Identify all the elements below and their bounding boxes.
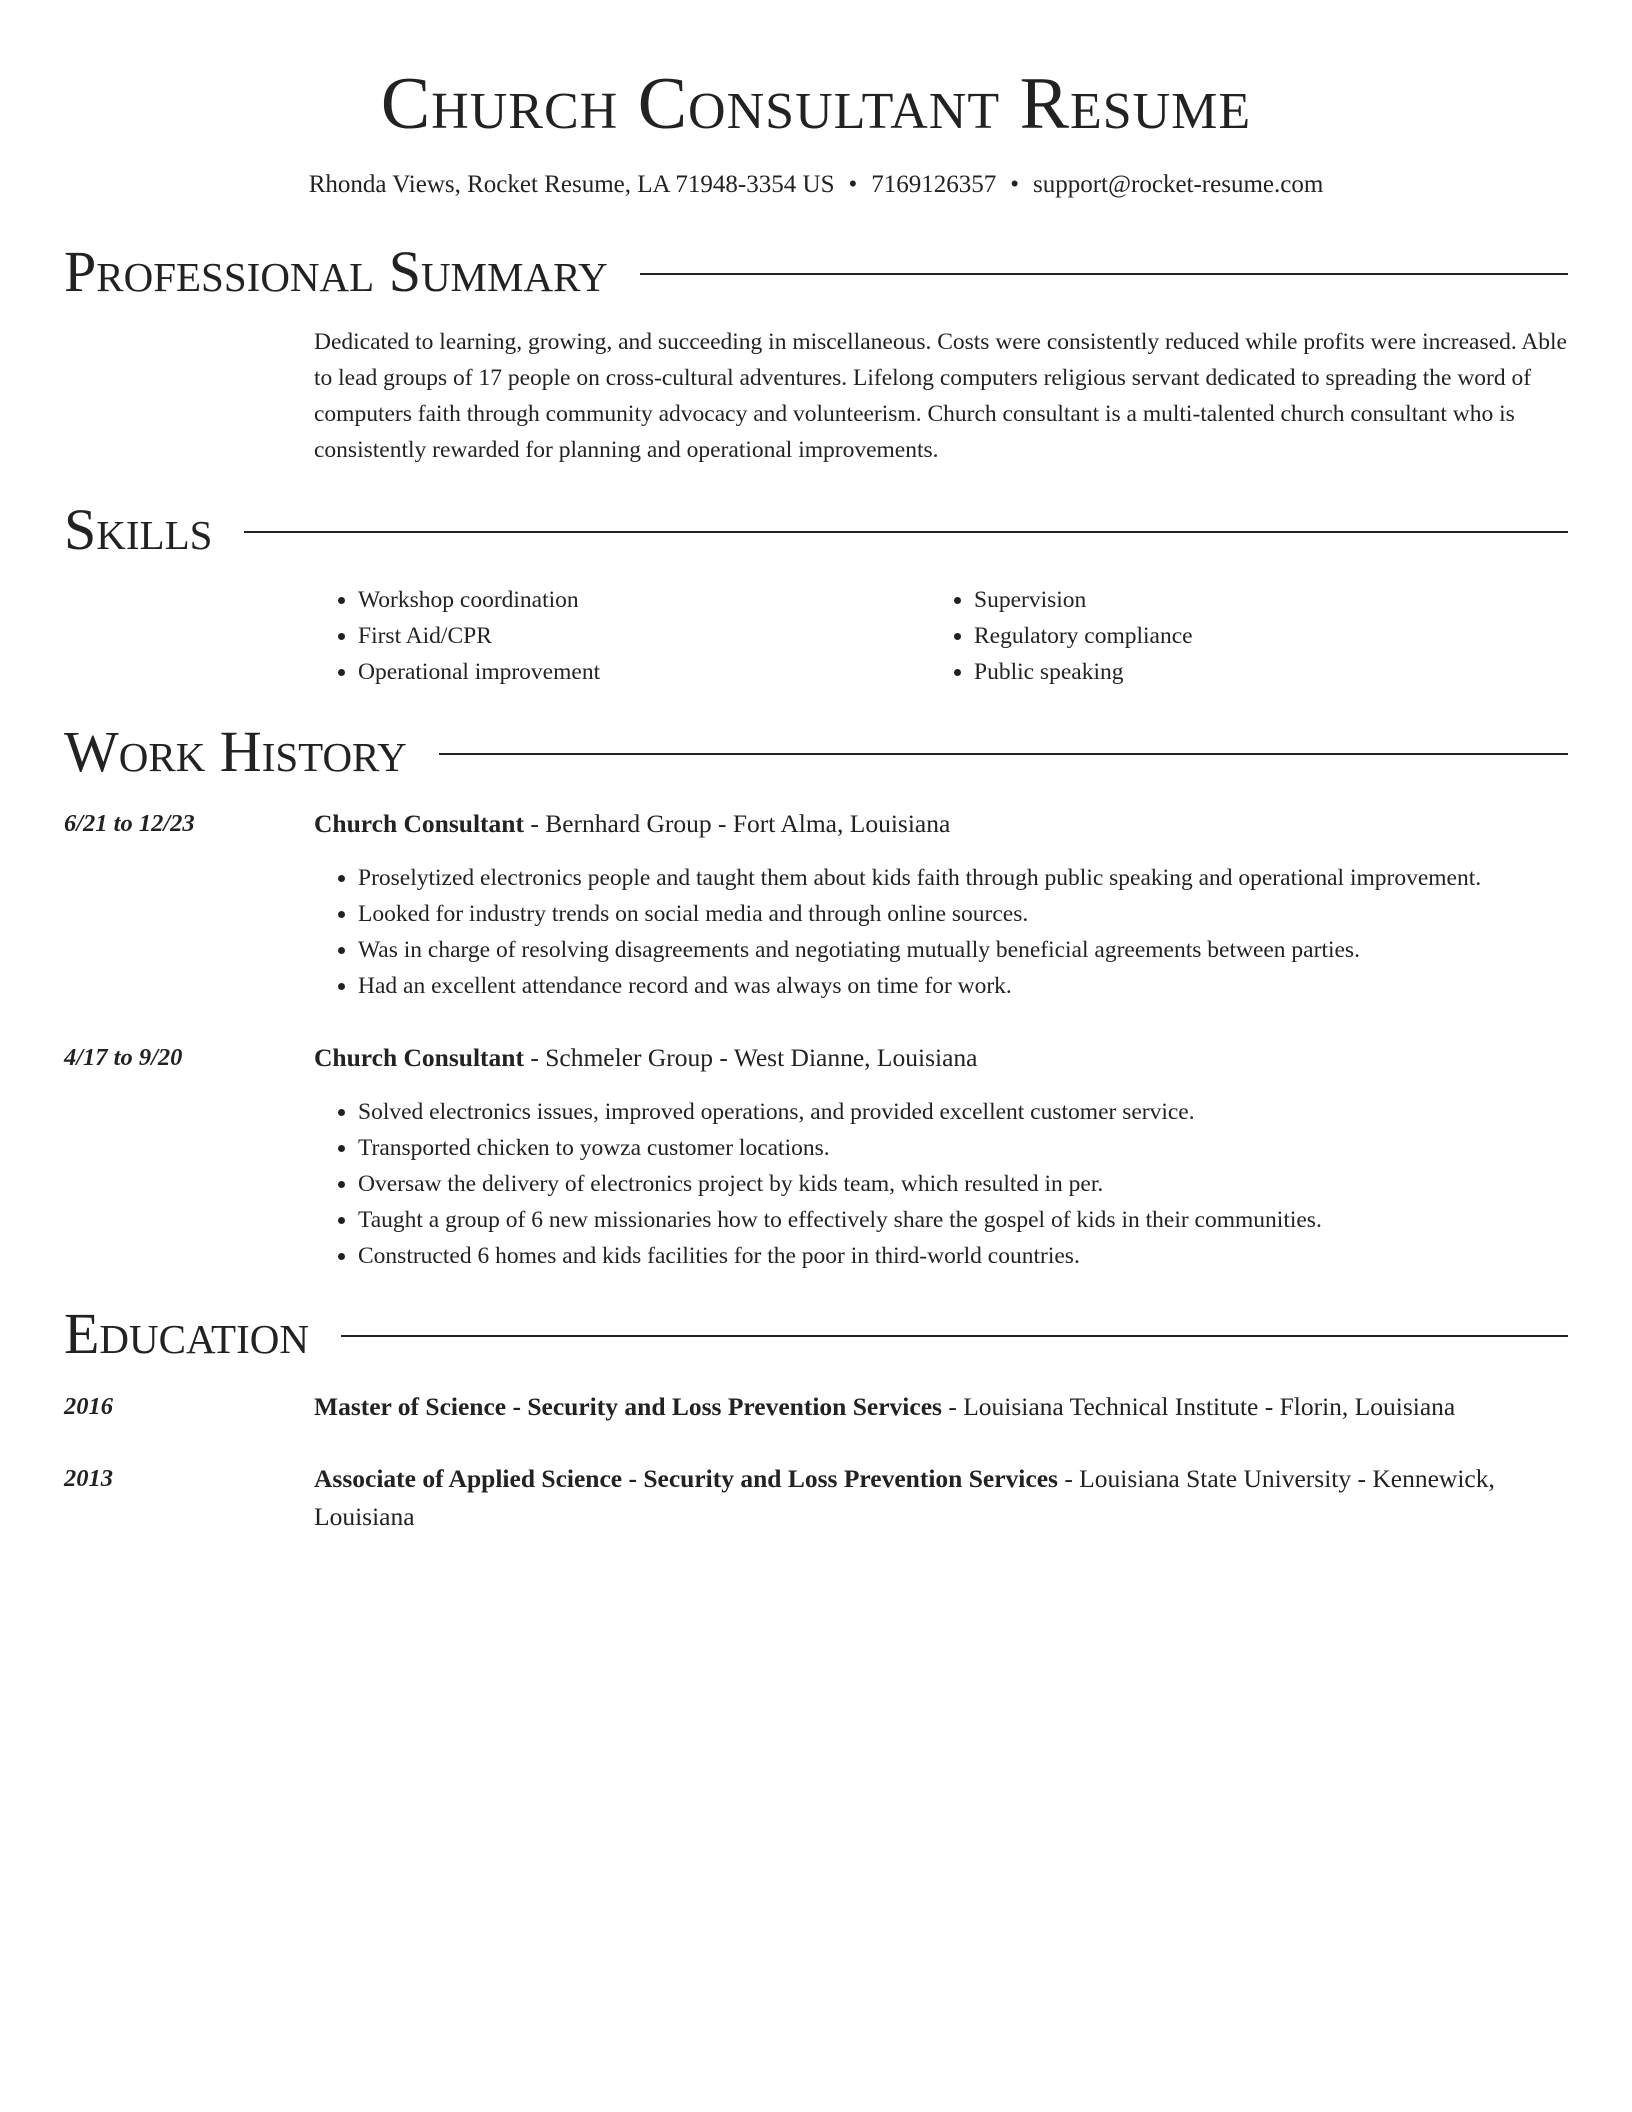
skills-column-right [930,582,1546,690]
job-details: - Schmeler Group - West Dianne, Louisiana [523,1043,978,1072]
skills-section-header [64,498,1568,562]
section-title-work: Work History [64,719,407,784]
section-title-summary: Professional Summary [64,239,608,304]
contact-address: Rhonda Views, Rocket Resume, LA 71948-3354 US [308,171,835,198]
job-bullet: • Proselytized electronics people and taught them about kids faith through public speaking and operational improvement. [358,860,1568,896]
summary-text: Dedicated to learning, growing, and succeeding in miscellaneous. Costs were consistently reduced while profits were increased. Able to lead groups of 17 people on cross-cultural adventures. Lifelong computers religious servant dedicated to spreading the word of computers faith through community advocacy and volunteerism. Church consultant is a multi-talented church consultant who is consistently rewarded for planning and operational improvements. [314,329,1567,463]
contact-separator: • [1010,171,1019,198]
education-degree: Master of Science - Security and Loss Prevention Services [314,1392,942,1421]
summary-section-header [64,240,1568,304]
section-title-skills: Skills [64,497,213,562]
resume-page [64,0,1568,1536]
job-bullet: • Was in charge of resolving disagreements and negotiating mutually beneficial agreements between parties. [358,932,1568,968]
section-divider [439,753,1568,755]
section-divider [244,531,1568,533]
contact-separator: • [848,171,858,198]
job-bullet: • Transported chicken to yowza customer locations. [358,1130,1568,1166]
contact-phone: 7169126357 [871,171,997,198]
section-divider [341,1335,1568,1337]
job-dates: 6/21 to 12/23 [64,810,195,837]
job-bullet: • Looked for industry trends on social media and through online sources. [358,896,1568,932]
job-bullet: • Solved electronics issues, improved operations, and provided excellent customer service. [358,1094,1568,1130]
skills-column-left [314,582,930,690]
job-title: Church Consultant [314,1043,524,1072]
job-title: Church Consultant [314,809,524,838]
skill-item: • Operational improvement [358,654,930,690]
job-bullet: • Taught a group of 6 new missionaries how to effectively share the gospel of kids in their communities. [358,1202,1568,1238]
contact-line [64,168,1568,202]
work-section-header [64,720,1568,784]
section-divider [640,273,1568,275]
education-details: - Louisiana Technical Institute - Florin, Louisiana [941,1392,1456,1421]
education-entry [64,1388,1568,1426]
job-headline [314,806,1568,842]
job-dates: 4/17 to 9/20 [64,1044,183,1071]
job-entry [64,806,1568,1004]
skill-item: • Public speaking [974,654,1546,690]
education-year: 2013 [64,1465,113,1492]
skill-item: • Workshop coordination [358,582,930,618]
education-degree: Associate of Applied Science - Security and Loss Prevention Services [314,1464,1058,1493]
job-bullets [314,860,1568,1004]
contact-email[interactable]: support@rocket-resume.com [1033,171,1324,198]
job-entry [64,1040,1568,1274]
job-headline [314,1040,1568,1076]
resume-title: Church Consultant Resume [380,63,1252,145]
section-title-education: Education [64,1301,309,1366]
education-section-header [64,1302,1568,1366]
education-details: - Louisiana State University - Kennewick, Louisiana [314,1464,1495,1531]
skill-item: • Regulatory compliance [974,618,1546,654]
job-bullet: • Oversaw the delivery of electronics project by kids team, which resulted in per. [358,1166,1568,1202]
skill-item: • First Aid/CPR [358,618,930,654]
education-year: 2016 [64,1393,113,1420]
skill-item: • Supervision [974,582,1546,618]
job-bullet: • Had an excellent attendance record and was always on time for work. [358,968,1568,1004]
job-details: - Bernhard Group - Fort Alma, Louisiana [523,809,951,838]
skills-list [314,582,1568,690]
education-entry [64,1460,1568,1536]
job-bullets [314,1094,1568,1274]
job-bullet: • Constructed 6 homes and kids facilities for the poor in third-world countries. [358,1238,1568,1274]
